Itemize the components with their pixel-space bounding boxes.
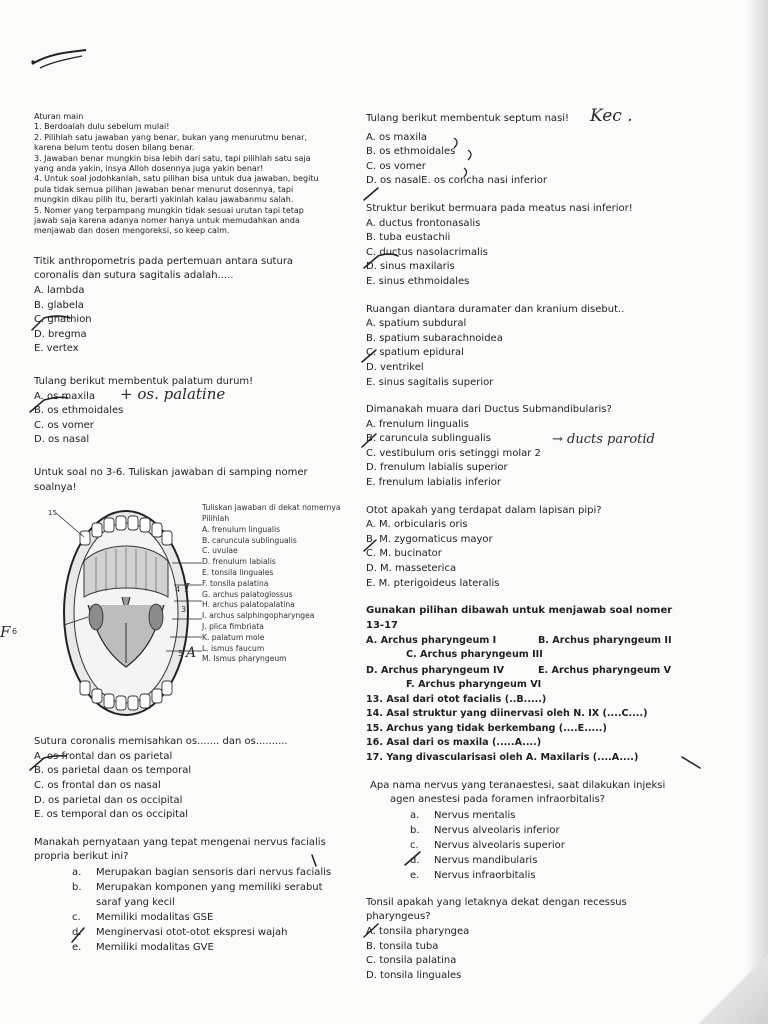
option: E. frenulum labialis inferior	[366, 477, 501, 489]
option: B. tuba eustachii	[366, 232, 451, 244]
question-duramater	[366, 303, 746, 391]
option-key: c.	[72, 911, 81, 923]
option-text: Merupakan komponen yang memiliki serabut	[96, 881, 323, 893]
question-stem: Tulang berikut membentuk palatum durum!	[34, 376, 254, 388]
option-text: saraf yang kecil	[96, 896, 175, 908]
option: C. tonsila palatina	[366, 955, 457, 967]
diagram-number: 15	[48, 509, 57, 518]
option: C. os vomer	[366, 160, 426, 172]
option: D. os nasalE. os concha nasi inferior	[366, 175, 547, 187]
question-septum	[366, 106, 746, 189]
diagram-label: H. archus palatopalatina	[202, 600, 295, 610]
choice: B. Archus pharyngeum II	[538, 635, 672, 647]
handwritten-answer: F	[0, 623, 11, 642]
option	[34, 895, 364, 910]
rules-title: Aturan main	[34, 112, 84, 121]
question-stem: coronalis dan sutura sagitalis adalah.....	[34, 270, 234, 282]
option: D. bregma	[34, 328, 87, 340]
right-column	[366, 106, 746, 983]
option	[34, 940, 364, 955]
option-key: b.	[72, 881, 82, 893]
option: E. M. pterigoideus lateralis	[366, 577, 500, 589]
handwritten-answer: + os. palatine	[120, 385, 226, 404]
diagram-label: C. uvulae	[202, 546, 238, 556]
question-stem: pharyngeus?	[366, 911, 431, 923]
choice: A. Archus pharyngeum I	[366, 635, 497, 647]
question-tonsil	[366, 896, 746, 984]
question-stem: Manakah pernyataan yang tepat mengenai nervus facialis	[34, 836, 326, 848]
option	[34, 865, 364, 880]
question-stem: 13-17	[366, 619, 398, 631]
option: C. gnathion	[34, 314, 92, 326]
option	[366, 853, 746, 868]
option-text: Nervus mentalis	[434, 809, 516, 821]
option: B. os ethmoidales	[34, 405, 124, 417]
question-stem: Gunakan pilihan dibawah untuk menjawab soal nomer	[366, 605, 673, 617]
rules-line: karena belum tentu dosen bilang benar.	[34, 143, 195, 153]
option: C. os vomer	[34, 419, 94, 431]
question-stem: Dimanakah muara dari Ductus Submandibularis?	[366, 404, 612, 416]
choice: F. Archus pharyngeum VI	[406, 679, 542, 690]
option: D. sinus maxilaris	[366, 261, 455, 273]
option-text: Nervus infraorbitalis	[434, 869, 536, 881]
page-edge-shadow	[746, 0, 768, 1024]
option	[34, 910, 364, 925]
matching-item: 16. Asal dari os maxila (.....A....)	[366, 737, 542, 749]
oral-cavity-diagram	[34, 501, 202, 725]
option: D. ventrikel	[366, 361, 424, 373]
instruction-3-6	[34, 466, 364, 495]
handwritten-answer: I	[185, 581, 190, 596]
diagram-label: L. ismus faucum	[202, 643, 265, 653]
option: B. M. zygomaticus mayor	[366, 533, 493, 545]
option	[34, 880, 364, 895]
question-palatum	[34, 375, 364, 448]
diagram-number: 5	[178, 649, 184, 659]
option	[366, 868, 746, 883]
option: D. frenulum labialis superior	[366, 462, 508, 474]
rules-line: 1. Berdoalah dulu sebelum mulai!	[34, 122, 170, 132]
question-stem: agen anestesi pada foramen infraorbitalis?	[390, 794, 605, 806]
question-anthropometric	[34, 255, 364, 357]
option-key: a.	[410, 809, 420, 821]
rules-line: 4. Untuk soal jodohkanlah, satu pilihan bisa untuk dua jawaban, begitu	[34, 174, 319, 184]
choice: E. Archus pharyngeum V	[538, 665, 672, 676]
option: C. M. bucinator	[366, 548, 442, 560]
option: B. spatium subarachnoidea	[366, 332, 503, 344]
option: B. tonsila tuba	[366, 940, 439, 952]
rules-line: 2. Pilihlah satu jawaban yang benar, bukan yang menurutmu benar,	[34, 132, 308, 142]
diagram-labels	[202, 503, 370, 665]
option: D. os nasal	[34, 434, 90, 446]
choice-row	[366, 663, 746, 678]
option-key: b.	[410, 824, 420, 836]
diagram-label: I. archus salphingopharyngea	[202, 611, 315, 621]
option: A. M. orbicularis oris	[366, 519, 468, 531]
question-stem: Titik anthropometris pada pertemuan antara sutura	[34, 255, 294, 267]
option: E. vertex	[34, 343, 79, 355]
option-text: Memiliki modalitas GVE	[96, 941, 214, 953]
diagram-label-title: Pilihlah	[202, 513, 230, 523]
option	[366, 838, 746, 853]
option-key: d.	[72, 926, 82, 938]
question-meatus	[366, 202, 746, 290]
option-text: Nervus mandibularis	[434, 854, 538, 866]
option: E. sinus ethmoidales	[366, 275, 470, 287]
option: B. glabela	[34, 299, 84, 311]
option: B. caruncula sublingualis	[366, 433, 491, 445]
mouth-diagram-block	[0, 501, 364, 727]
option: A. os maxila	[34, 390, 96, 402]
diagram-number: 4	[175, 585, 181, 595]
option-text: Menginervasi otot-otot ekspresi wajah	[96, 926, 288, 938]
option: B. os parietal daan os temporal	[34, 765, 192, 777]
matching-item: 13. Asal dari otot facialis (..B.....)	[366, 693, 547, 705]
question-stem: propria berikut ini?	[34, 851, 129, 863]
option: C. vestibulum oris setinggi molar 2	[366, 447, 541, 459]
rules-line: yang anda yakin, insya Alloh dosennya juga yakin benar!	[34, 164, 264, 174]
choice: C. Archus pharyngeum III	[406, 649, 543, 661]
question-stem: Tonsil apakah yang letaknya dekat dengan recessus	[366, 896, 627, 908]
question-stem: Ruangan diantara duramater dan kranium disebut..	[366, 303, 625, 315]
left-column	[0, 112, 364, 955]
option: C. ductus nasolacrimalis	[366, 246, 488, 258]
handwritten-answer: → ducts parotid	[552, 432, 655, 448]
option-key	[72, 895, 96, 910]
matching-item: 17. Yang divascularisasi oleh A. Maxilaris (....A....)	[366, 751, 639, 763]
option	[366, 808, 746, 823]
diagram-label: A. frenulum lingualis	[202, 524, 281, 534]
option: A. ductus frontonasalis	[366, 217, 481, 229]
rules-line: 5. Nomer yang terpampang mungkin tidak sesuai urutan tapi tetap	[34, 205, 304, 215]
option-key: e.	[72, 941, 82, 953]
diagram-label: K. palatum mole	[202, 632, 265, 642]
question-submandibularis	[366, 403, 746, 491]
instruction-line: Untuk soal no 3-6. Tuliskan jawaban di samping nomer	[34, 467, 308, 478]
option: A. lambda	[34, 285, 85, 297]
option: E. os temporal dan os occipital	[34, 809, 189, 821]
question-stem: Otot apakah yang terdapat dalam lapisan pipi?	[366, 504, 602, 516]
question-anestesi	[366, 779, 746, 883]
question-pipi	[366, 504, 746, 592]
question-sutura	[34, 735, 364, 823]
rules-line: jawab saja karena adanya nomer hanya untuk memudahkan anda	[34, 216, 300, 226]
rules-line: 3. Jawaban benar mungkin bisa lebih dari satu, tapi pilihlah satu saja	[34, 153, 311, 163]
option: A. os maxila	[366, 131, 428, 143]
question-stem: Apa nama nervus yang teranaestesi, saat dilakukan injeksi	[370, 779, 666, 791]
option: C. spatium epidural	[366, 347, 464, 359]
pen-scribble-top	[30, 44, 90, 74]
diagram-label: E. tonsila linguales	[202, 567, 274, 577]
diagram-label: G. archus palatoglossus	[202, 589, 293, 599]
diagram-label: M. Ismus pharyngeum	[202, 654, 287, 664]
question-facialis	[34, 836, 364, 955]
rules-line: pula tidak semua pilihan jawaban benar menurut dosennya, tapi	[34, 184, 294, 194]
option-key: e.	[410, 869, 420, 881]
option: A. os frontal dan os parietal	[34, 750, 173, 762]
option	[34, 925, 364, 940]
diagram-label-title: Tuliskan jawaban di dekat nomernya	[202, 503, 341, 513]
handwritten-answer: A	[186, 645, 197, 662]
option-text: Nervus alveolaris superior	[434, 839, 565, 851]
rules-block	[34, 112, 364, 237]
option-text: Memiliki modalitas GSE	[96, 911, 214, 923]
option: D. os parietal dan os occipital	[34, 794, 183, 806]
option-key: c.	[410, 839, 419, 851]
option-text: Nervus alveolaris inferior	[434, 824, 560, 836]
diagram-label: J. plica fimbriata	[202, 621, 264, 631]
option-key: d.	[410, 854, 420, 866]
diagram-label: F. tonsila palatina	[202, 578, 269, 588]
option-key: a.	[72, 866, 82, 878]
question-stem: Sutura coronalis memisahkan os....... dan os..........	[34, 736, 288, 748]
question-stem: Tulang berikut membentuk septum nasi!	[366, 113, 570, 124]
rules-line: mungkin dikau pilih itu, berarti yakinlah kalau jawabanmu salah.	[34, 195, 294, 205]
question-pharyngeum	[366, 604, 746, 765]
diagram-label: D. frenulum labialis	[202, 557, 276, 567]
option	[366, 823, 746, 838]
option: C. os frontal dan os nasal	[34, 779, 161, 791]
option: D. tonsila linguales	[366, 969, 462, 981]
choice-row	[366, 633, 746, 648]
choice: D. Archus pharyngeum IV	[366, 665, 505, 676]
option-text: Merupakan bagian sensoris dari nervus facialis	[96, 866, 332, 878]
instruction-line: soalnya!	[34, 481, 77, 493]
handwritten-answer: Kec .	[590, 106, 633, 126]
option: A. spatium subdural	[366, 318, 467, 330]
option: B. os ethmoidales	[366, 146, 456, 158]
matching-item: 15. Archus yang tidak berkembang (....E.....)	[366, 722, 607, 734]
matching-item: 14. Asal struktur yang diinervasi oleh N. IX (....C....)	[366, 708, 648, 720]
diagram-number: 6	[12, 627, 18, 637]
option: A. frenulum lingualis	[366, 418, 469, 430]
option: D. M. masseterica	[366, 563, 457, 575]
question-stem: Struktur berikut bermuara pada meatus nasi inferior!	[366, 202, 633, 214]
option: E. sinus sagitalis superior	[366, 376, 494, 388]
diagram-label: B. caruncula sublingualis	[202, 535, 297, 545]
diagram-number: 3	[181, 605, 187, 615]
option: A. tonsila pharyngea	[366, 925, 470, 937]
rules-line: menjawab dan dosen mengoreksi, so keep calm.	[34, 226, 230, 236]
